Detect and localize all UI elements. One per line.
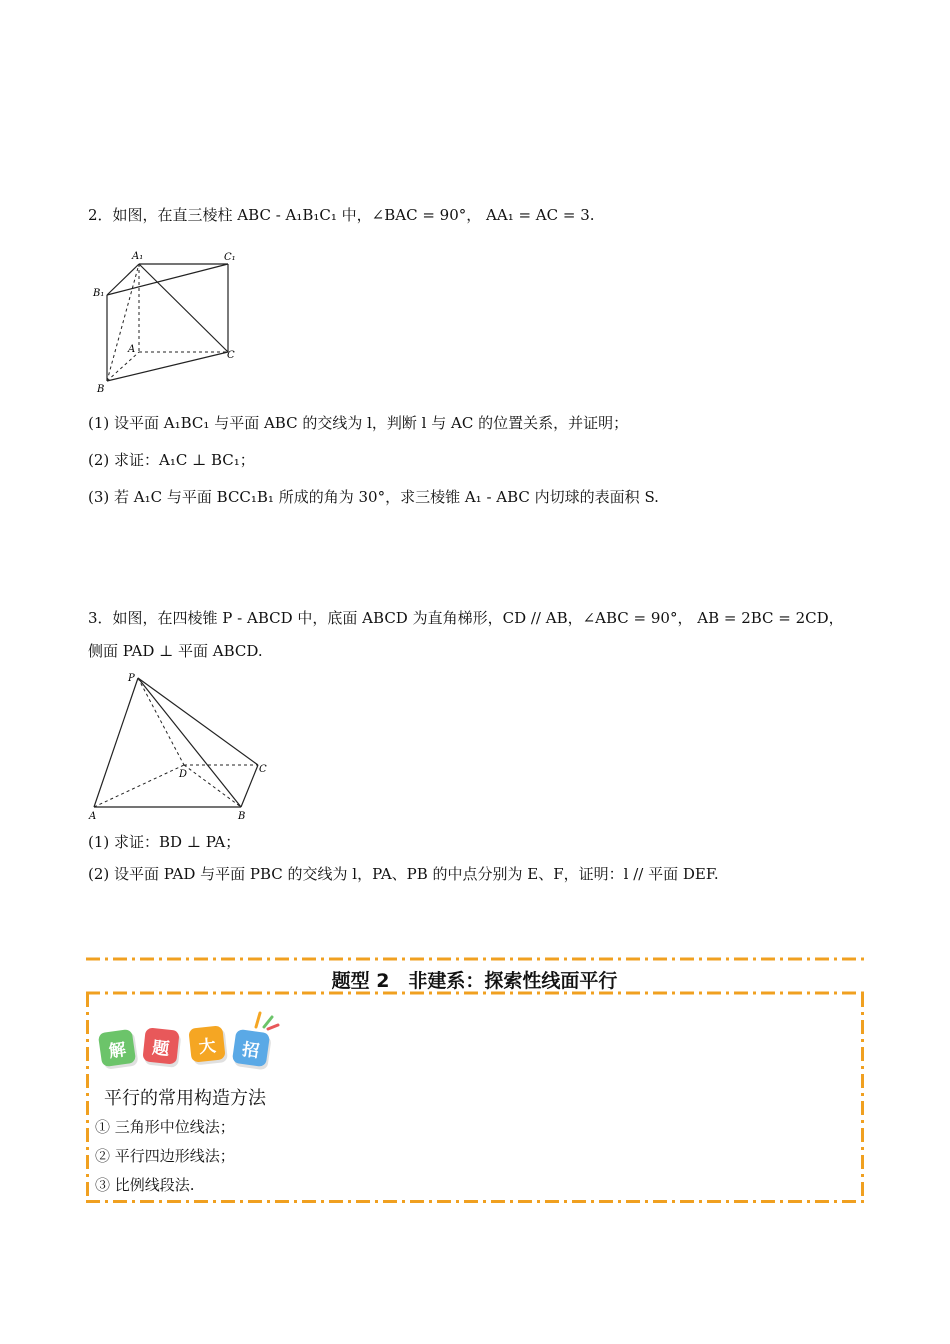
q2-part2: (2) 求证：A₁C ⊥ BC₁； bbox=[88, 451, 255, 469]
label-B: B bbox=[97, 384, 105, 395]
badge-1: 解 bbox=[98, 1029, 136, 1067]
q2-part1: (1) 设平面 A₁BC₁ 与平面 ABC 的交线为 l，判断 l 与 AC 的位置关系，并证明； bbox=[88, 414, 629, 432]
q3-stem-line1: 3．如图，在四棱锥 P - ABCD 中，底面 ABCD 为直角梯形，CD // AB，∠ABC = 90°， AB = 2BC = 2CD， bbox=[88, 609, 844, 627]
q3-part1: (1) 求证：BD ⊥ PA； bbox=[88, 833, 241, 851]
badge-2: 题 bbox=[142, 1027, 179, 1064]
badge-3: 大 bbox=[188, 1025, 225, 1062]
pyramid-figure bbox=[86, 670, 276, 825]
badge-4: 招 bbox=[232, 1029, 270, 1067]
label-B: B bbox=[238, 811, 246, 822]
q3-stem-line2: 侧面 PAD ⊥ 平面 ABCD. bbox=[88, 642, 263, 660]
label-A1: A₁ bbox=[132, 251, 144, 262]
label-C1: C₁ bbox=[224, 252, 236, 263]
label-A: A bbox=[89, 811, 97, 822]
method-item-2: ② 平行四边形线法； bbox=[95, 1147, 235, 1165]
label-P: P bbox=[128, 673, 135, 684]
label-D: D bbox=[179, 769, 188, 780]
label-C: C bbox=[227, 350, 235, 361]
label-B1: B₁ bbox=[93, 288, 105, 299]
sparkle-icon bbox=[250, 1009, 280, 1031]
q2-stem: 2．如图，在直三棱柱 ABC - A₁B₁C₁ 中，∠BAC = 90°， AA₁ = AC = 3. bbox=[88, 206, 595, 224]
method-title: 平行的常用构造方法 bbox=[104, 1088, 266, 1109]
q3-part2: (2) 设平面 PAD 与平面 PBC 的交线为 l，PA、PB 的中点分别为 E、F，证明：l // 平面 DEF. bbox=[88, 865, 719, 883]
prism-figure bbox=[92, 248, 252, 396]
label-A: A bbox=[128, 344, 136, 355]
q2-part3: (3) 若 A₁C 与平面 BCC₁B₁ 所成的角为 30°，求三棱锥 A₁ - ABC 内切球的表面积 S. bbox=[88, 488, 659, 506]
section-title: 题型 2 非建系：探索性线面平行 bbox=[331, 970, 618, 992]
label-C: C bbox=[259, 764, 267, 775]
method-item-1: ① 三角形中位线法； bbox=[95, 1118, 235, 1136]
tips-badges bbox=[100, 1015, 280, 1071]
method-item-3: ③ 比例线段法. bbox=[95, 1176, 195, 1194]
